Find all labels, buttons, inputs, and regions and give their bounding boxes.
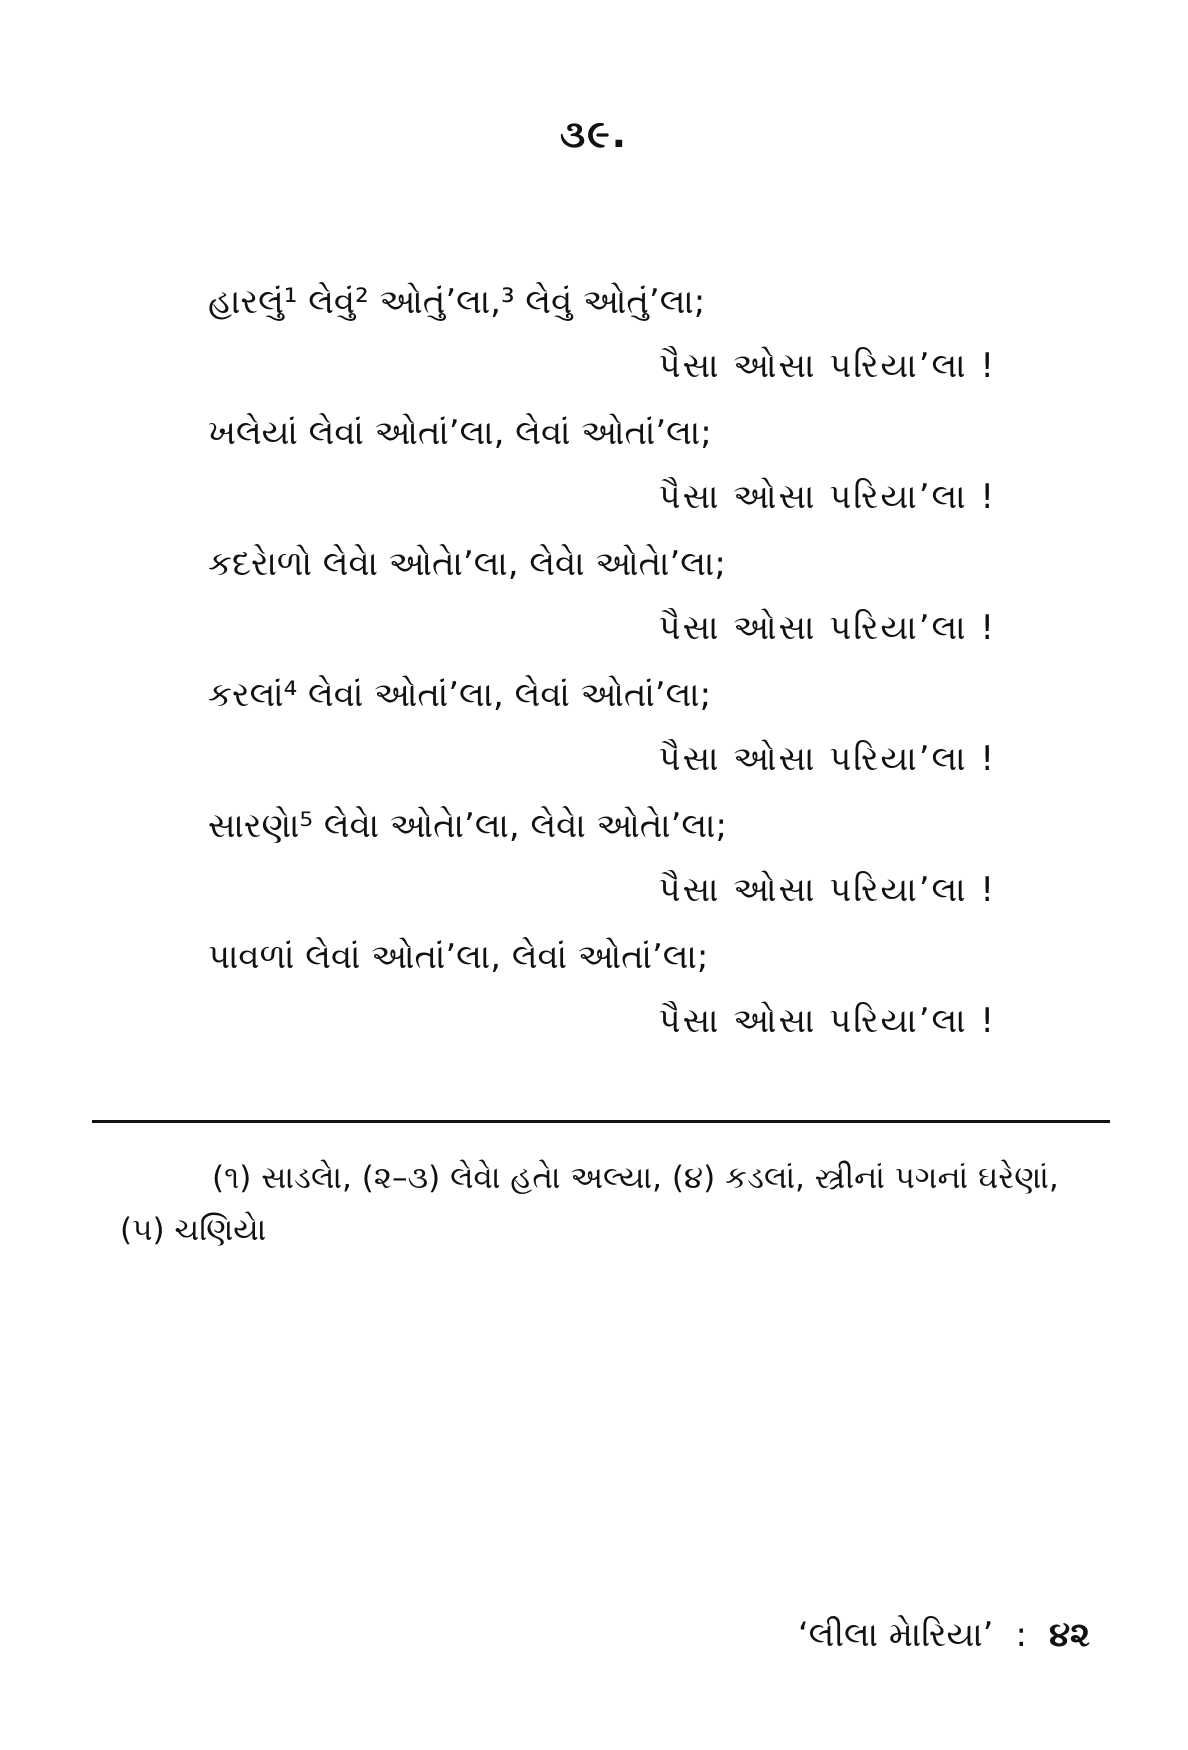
song-number: ૩૯. bbox=[559, 112, 629, 156]
verse-line: સારણેા⁵ લેવેા ઓતેા’લા, લેવેા ઓતેા’લા; bbox=[208, 806, 727, 846]
refrain-line: પૈસા ઓસા પરિયા’લા ! bbox=[658, 608, 996, 648]
poem bbox=[0, 278, 1188, 1064]
stanza bbox=[0, 278, 1188, 409]
footer-separator: : bbox=[1015, 1615, 1027, 1655]
page-footer bbox=[798, 1615, 1090, 1655]
refrain-line: પૈસા ઓસા પરિયા’લા ! bbox=[658, 346, 996, 386]
book-title: ‘લીલા મેારિયા’ bbox=[797, 1615, 994, 1655]
stanza bbox=[0, 933, 1188, 1064]
verse-line: કરલાં⁴ લેવાં ઓતાં’લા, લેવાં ઓતાં’લા; bbox=[208, 675, 712, 715]
page-number: ૪૨ bbox=[1048, 1615, 1090, 1655]
stanza bbox=[0, 540, 1188, 671]
refrain-line: પૈસા ઓસા પરિયા’લા ! bbox=[658, 1001, 996, 1041]
refrain-line: પૈસા ઓસા પરિયા’લા ! bbox=[658, 739, 996, 779]
verse-line: હારલું¹ લેવું² ઓતું’લા,³ લેવું ઓતું’લા; bbox=[208, 282, 706, 322]
verse-line: કદરેાળો લેવેા ઓતેા’લા, લેવેા ઓતેા’લા; bbox=[208, 544, 726, 584]
footnote-divider bbox=[92, 1120, 1110, 1123]
stanza bbox=[0, 409, 1188, 540]
stanza bbox=[0, 802, 1188, 933]
footnotes: (૧) સાડલેા, (૨–૩) લેવેા હતેા અલ્યા, (૪) કડલાં, સ્ત્રીનાં પગનાં ઘરેણાં, (૫) ચણિયેા bbox=[120, 1160, 1059, 1248]
verse-line: ખલેયાં લેવાં ઓતાં’લા, લેવાં ઓતાં’લા; bbox=[208, 413, 712, 453]
refrain-line: પૈસા ઓસા પરિયા’લા ! bbox=[658, 477, 996, 517]
verse-line: પાવળાં લેવાં ઓતાં’લા, લેવાં ઓતાં’લા; bbox=[208, 937, 709, 977]
refrain-line: પૈસા ઓસા પરિયા’લા ! bbox=[658, 870, 996, 910]
stanza bbox=[0, 671, 1188, 802]
